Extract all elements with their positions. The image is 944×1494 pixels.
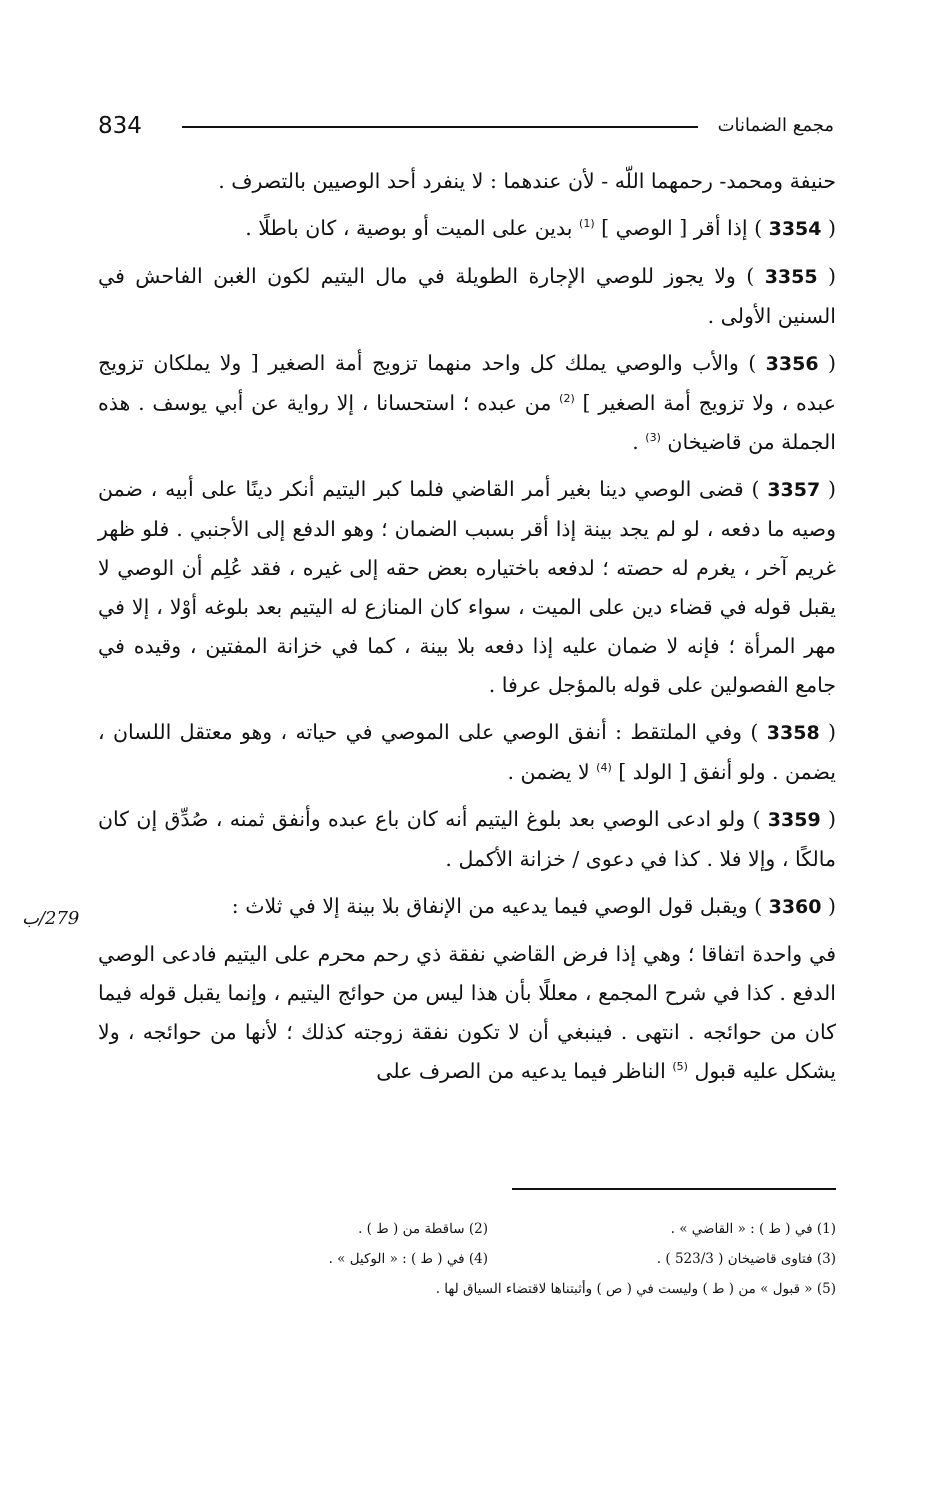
paragraph-3358: ( 3358 ) وفي الملتقط : أنفق الوصي على الموصي في حياته ، وهو معتقل اللسان ، يضمن . ولو أنفق [ الولد ] $^{(4)}$ لا يضمن . bbox=[98, 720, 837, 784]
book-title: مجمع الضمانات bbox=[717, 115, 834, 136]
paragraph-text: . bbox=[632, 430, 639, 454]
footnote-row bbox=[140, 1244, 836, 1274]
paragraph-3359: ( 3359 ) ولو ادعى الوصي بعد بلوغ اليتيم أنه كان باع عبده وأنفق ثمنه ، صُدِّق إن كان مالكًا ، وإلا فلا . كذا في دعوى / خزانة الأكمل . bbox=[98, 807, 837, 871]
paragraph-text: قضى الوصي دينا بغير أمر القاضي فلما كبر اليتيم أنكر دينًا على أبيه ، ضمن وصيه ما دفعه ، لو لم يجد بينة إذا أقر بسبب الضمان ؛ وهو الدفع إلى الأجنبي . فلو ظهر غريم آخر ، يغرم له حصته ؛ لدفعه باختياره بعض حقه إلى غيره ، فقد عُلِم أن الوصي لا يقبل قوله في قضاء دين على الميت ، سواء كان المنازع له اليتيم بعد بلوغه أوْلا ، إلا في مهر المرأة ؛ فإنه لا ضمان عليه إذا دفعه بلا بينة ، كما في خزانة المفتين ، وقيده في جامع الفصولين على قوله بالمؤجل عرفا . bbox=[98, 477, 836, 697]
paragraph-number: 3354 bbox=[768, 218, 822, 240]
footnote-row bbox=[140, 1214, 836, 1244]
paragraph-number: 3355 bbox=[764, 266, 818, 288]
main-text bbox=[98, 162, 836, 1099]
footnote-ref: (3) bbox=[645, 431, 661, 445]
paragraph-number: 3358 bbox=[766, 722, 820, 744]
footnote-ref: (2) bbox=[559, 392, 575, 406]
paragraph-text: ولا يجوز للوصي الإجارة الطويلة في مال اليتيم لكون الغبن الفاحش في السنين الأولى . bbox=[98, 264, 836, 328]
paragraph-number: 3359 bbox=[767, 809, 821, 831]
paragraph-text: وفي الملتقط : أنفق الوصي على الموصي في حياته ، وهو معتقل اللسان ، يضمن . ولو أنفق [ الولد ] bbox=[98, 720, 836, 784]
paragraph-text: لا يضمن . bbox=[507, 760, 590, 784]
footnote-2: (2) ساقطة من ( ط ) . bbox=[358, 1221, 488, 1237]
paragraph-text: ويقبل قول الوصي فيما يدعيه من الإنفاق بلا بينة إلا في ثلاث : bbox=[231, 894, 748, 918]
paragraph-3355: ( 3355 ) ولا يجوز للوصي الإجارة الطويلة في مال اليتيم لكون الغبن الفاحش في السنين الأولى . bbox=[98, 264, 837, 328]
paragraph-text: إذا أقر [ الوصي ] bbox=[601, 216, 748, 240]
paragraph-text: ولو ادعى الوصي بعد بلوغ اليتيم أنه كان باع عبده وأنفق ثمنه ، صُدِّق إن كان مالكًا ، وإلا فلا . كذا في دعوى / خزانة الأكمل . bbox=[98, 807, 836, 871]
paragraph-continuation bbox=[98, 162, 836, 201]
footnote-ref: (1) bbox=[579, 217, 595, 231]
paragraph-text: الناظر فيما يدعيه من الصرف على bbox=[376, 1059, 666, 1083]
footnote-5: (5) « قبول » من ( ط ) وليست في ( ص ) وأثبتناها لاقتضاء السياق لها . bbox=[435, 1281, 836, 1297]
footnote-row bbox=[140, 1274, 836, 1304]
paragraph-number: 3360 bbox=[768, 896, 822, 918]
paragraph-text: بدين على الميت أو بوصية ، كان باطلًا . bbox=[245, 216, 573, 240]
paragraph-text: في واحدة اتفاقا ؛ وهي إذا فرض القاضي نفقة ذي رحم محرم على اليتيم فادعى الوصي الدفع . كذا في شرح المجمع ، معللًا بأن هذا ليس من حوائج اليتيم ، وإنما يقبل قوله فيما كان من حوائجه . انتهى . فينبغي أن لا تكون نفقة زوجته كذلك ؛ لأنها من حوائجه ، ولا يشكل عليه قبول bbox=[98, 942, 836, 1083]
footnote-3: (3) فتاوى قاضيخان ( 523/3 ) . bbox=[656, 1251, 836, 1267]
footnote-4: (4) في ( ط ) : « الوكيل » . bbox=[328, 1251, 488, 1267]
paragraph-3360: ( 3360 ) ويقبل قول الوصي فيما يدعيه من الإنفاق بلا بينة إلا في ثلاث : bbox=[231, 894, 836, 918]
paragraph-continuation bbox=[98, 935, 836, 1091]
paragraph-text: حنيفة ومحمد- رحمهما اللّه - لأن عندهما : لا ينفرد أحد الوصيين بالتصرف . bbox=[218, 169, 836, 193]
footnote-ref: (5) bbox=[672, 1060, 688, 1074]
paragraph-text: من عبده ؛ استحسانا ، إلا رواية عن أبي يوسف . هذه الجملة من قاضيخان bbox=[98, 391, 836, 454]
page-header bbox=[98, 108, 834, 144]
footnotes bbox=[140, 1214, 836, 1304]
manuscript-folio-marker: 279/ب bbox=[22, 908, 80, 929]
paragraph-3356: ( 3356 ) والأب والوصي يملك كل واحد منهما تزويج أمة الصغير [ ولا يملكان تزويج عبده ، ولا تزويج أمة الصغير ] $^{(2)}$ من عبده ؛ استحسانا ، إلا رواية عن أبي يوسف . هذه الجملة من قاضيخان $^{(3)}$ . bbox=[98, 351, 837, 454]
footnote-rule bbox=[512, 1188, 836, 1190]
paragraph-number: 3356 bbox=[765, 353, 819, 375]
header-rule bbox=[182, 126, 698, 128]
footnote-1: (1) في ( ط ) : « القاضي » . bbox=[670, 1221, 836, 1237]
page-number: 834 bbox=[98, 113, 142, 139]
paragraph-3357: ( 3357 ) قضى الوصي دينا بغير أمر القاضي فلما كبر اليتيم أنكر دينًا على أبيه ، ضمن وصيه ما دفعه ، لو لم يجد بينة إذا أقر بسبب الضمان ؛ وهو الدفع إلى الأجنبي . فلو ظهر غريم آخر ، يغرم له حصته ؛ لدفعه باختياره بعض حقه إلى غيره ، فقد عُلِم أن الوصي لا يقبل قوله في قضاء دين على الميت ، سواء كان المنازع له اليتيم بعد بلوغه أوْلا ، إلا في مهر المرأة ؛ فإنه لا ضمان عليه إذا دفعه بلا بينة ، كما في خزانة المفتين ، وقيده في جامع الفصولين على قوله بالمؤجل عرفا . bbox=[98, 477, 837, 697]
footnote-ref: (4) bbox=[596, 761, 612, 775]
paragraph-text: والأب والوصي يملك كل واحد منهما تزويج أمة الصغير [ ولا يملكان تزويج عبده ، ولا تزويج أمة الصغير ] bbox=[98, 351, 836, 415]
paragraph-number: 3357 bbox=[767, 479, 821, 501]
paragraph-3354: ( 3354 ) إذا أقر [ الوصي ] $^{(1)}$ بدين على الميت أو بوصية ، كان باطلًا . bbox=[245, 216, 836, 240]
